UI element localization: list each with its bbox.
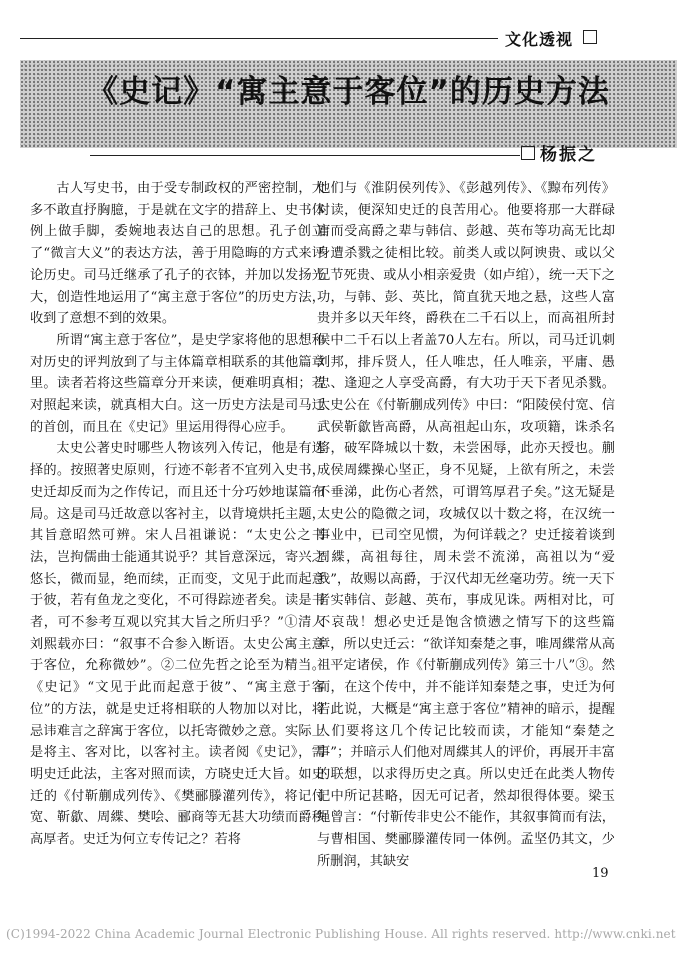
paragraph: 他们与《淮阴侯列传》、《彭越列传》、《黥布列传》对读，便深知史迁的良苦用心。他要将那一大群碌庸而受高爵之辈与韩信、彭越、英布等功高无比却身遭杀戮之徒相比较。前类人或以阿谀贵、或以父兄节死贵、或从小相亲爱贵（如卢绾），统一天下之功，与韩、彭、英比，简直犹天地之悬，这些人富贵并多以天年终，爵秩在二千石以上，而高祖所封侯中二千石以上者盖70人左右。所以，司马迁讥刺刘邦，排斥贤人，任人唯忠，任人唯亲，平庸、愚忠、逢迎之人享受高爵，有大功于天下者见杀戮。太史公在《付靳蒯成列传》中曰：“阳陵侯付宽、信武侯靳歙皆高爵，从高祖起山东，攻项籍，诛杀名将，破军降城以十数，未尝困辱，此亦天授也。蒯成侯周緤操心坚正，身不见疑，上欲有所之，未尝不垂涕，此伤心者然，可谓笃厚君子矣。”这无疑是太史公的隐微之词，攻城仅以十数之将，在汉统一事业中，已司空见惯，为何详载之？史迁接着谈到周緤，高祖每往，周未尝不流涕，高祖以为“爱我”，故赐以高爵，于汉代却无丝毫功劳。统一天下者实韩信、彭越、英布，事成见诛。两相对比，可不哀哉！想必史迁是饱含愤懑之情写下的这些篇章，所以史迁云：“欲详知秦楚之事，唯周緤常从高祖平定诸侯，作《付靳蒯成列传》第三十八”③。然而，在这个传中，并不能详知秦楚之事，史迁为何若此说，大概是“寓主意于客位”精神的暗示，提醒人们要将这几个传记比较而读，才能知“秦楚之事”；并暗示人们他对周緤其人的评价，再展开丰富的联想，以求得历史之真。所以史迁在此类人物传记中所记甚略，因无可记者，然却很得体要。梁玉绳曾言：“付靳传非史公不能作，其叙事简而有法，与曹相国、樊郦滕灌传同一体例。孟坚仍其文，少所删润，其缺安 xyxy=(317,181,615,869)
paragraph: 古人写史书，由于受专制政权的严密控制，大多不敢直抒胸臆，于是就在文字的措辞上、史书体例上做手脚，委婉地表达自己的思想。孔子创立了“微言大义”的表达方法，善于用隐晦的方式来评论历史。司马迁继承了孔子的衣钵，并加以发扬光大，创造性地运用了“寓主意于客位”的历史方法，收到了意想不到的效果。 xyxy=(30,181,325,327)
author-box-icon xyxy=(521,146,535,160)
section-box-icon xyxy=(583,30,597,44)
paragraph: 所谓“寓主意于客位”，是史学家将他的思想和对历史的评判放到了与主体篇章相联系的其他篇章里。读者若将这些篇章分开来读，便难明真相；若对照起来读，就真相大白。这一历史方法是司马迁的首创，而且在《史记》里运用得得心应手。 xyxy=(30,332,325,435)
page-number: 19 xyxy=(592,866,609,881)
author-name: 杨振之 xyxy=(540,145,597,165)
section-label: 文化透视 xyxy=(505,30,574,49)
author-rule xyxy=(90,155,520,156)
column-right xyxy=(317,178,615,873)
article-title: 《史记》“寓主意于客位”的历史方法 xyxy=(87,74,610,110)
header-rule xyxy=(20,38,498,39)
copyright-footer: (C)1994-2022 China Academic Journal Electronic Publishing House. All rights reserved. http://www.cnki.net xyxy=(6,927,676,941)
paragraph: 太史公著史时哪些人物该列入传记，他是有选择的。按照著史原则，行迹不彰者不宜列入史书，史迁却反而为之作传记，而且还十分巧妙地谋篇布局。这是司马迁故意以客衬主，以背境烘托主题，其旨意昭然可辨。宋人吕祖谦说：“太史公之书法，岂拘儒曲士能通其说乎？其旨意深远，寄兴之悠长，微而显，绝而续，正而变，文见于此而起意于彼，若有鱼龙之变化，不可得踪迹者矣。读是书者，可不参考互观以究其大旨之所归乎？”①清人刘熙载亦曰：“叙事不合参入断语。太史公寓主意于客位，允称微妙”。②二位先哲之论至为精当。《史记》“文见于此而起意于彼”、“寓主意于客位”的方法，就是史迁将相联的人物加以对比，将忌讳难言之辞寓于客位，以托寄微妙之意。实际上是将主、客对比，以客衬主。读者阅《史记》，需明史迁此法，主客对照而读，方晓史迁大旨。如史迁的《付靳蒯成列传》、《樊郦滕灌列传》，将记付宽、靳歙、周緤、樊哙、郦商等无甚大功绩而爵秩高厚者。史迁为何立专传记之？若将 xyxy=(30,441,325,848)
column-left xyxy=(30,178,325,851)
